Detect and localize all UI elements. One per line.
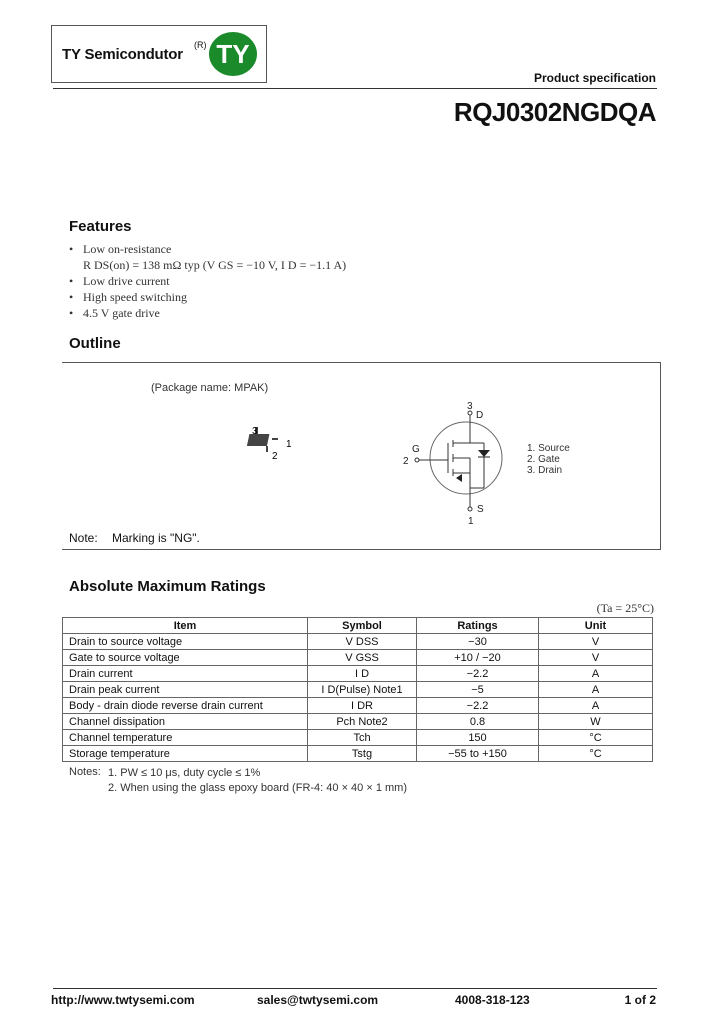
header-divider	[53, 88, 657, 89]
table-row: Channel dissipation Pch Note2 0.8 W	[63, 714, 653, 730]
features-list	[69, 241, 346, 321]
col-header: Symbol	[308, 618, 417, 634]
feature-item: • Low drive current	[69, 274, 170, 288]
source-label: S	[477, 504, 484, 515]
package-body	[247, 434, 270, 446]
col-header: Item	[63, 618, 308, 634]
pkg-pin-label: 3	[252, 426, 258, 437]
ratings-notes	[108, 766, 407, 796]
table-row: Drain current I D −2.2 A	[63, 666, 653, 682]
feature-item: • Low on-resistance	[69, 242, 172, 256]
registered-mark: (R)	[194, 40, 207, 50]
source-pin-number: 1	[468, 516, 474, 527]
feature-item: • 4.5 V gate drive	[69, 306, 160, 320]
ratings-notes-label: Notes:	[69, 766, 101, 778]
footer-url[interactable]: http://www.twtysemi.com	[51, 993, 195, 1007]
ratings-condition: (Ta = 25°C)	[596, 601, 654, 615]
footer-divider	[53, 988, 657, 989]
table-row: Body - drain diode reverse drain current I DR −2.2 A	[63, 698, 653, 714]
outline-note: Marking is "NG".	[112, 531, 200, 545]
gate-pin-number: 2	[403, 456, 409, 467]
table-row: Storage temperature Tstg −55 to +150 °C	[63, 746, 653, 762]
pin-legend-item: 1. Source	[527, 443, 570, 454]
part-number: RQJ0302NGDQA	[453, 97, 656, 127]
feature-item: R DS(on) = 138 mΩ typ (V GS = −10 V, I D = −1.1 A)	[83, 258, 347, 272]
col-header: Ratings	[417, 618, 539, 634]
mosfet-symbol	[400, 398, 510, 528]
table-row: Channel temperature Tch 150 °C	[63, 730, 653, 746]
package-lead	[272, 438, 278, 440]
ratings-note: 1. PW ≤ 10 μs, duty cycle ≤ 1%	[108, 767, 261, 779]
page-number: 1 of 2	[624, 993, 656, 1007]
pkg-pin-label: 1	[286, 439, 292, 450]
pkg-pin-label: 2	[272, 451, 278, 462]
company-logo: TY	[209, 32, 257, 76]
table-row: Drain peak current I D(Pulse) Note1 −5 A	[63, 682, 653, 698]
table-row: Gate to source voltage V GSS +10 / −20 V	[63, 650, 653, 666]
pin-legend-item: 3. Drain	[527, 465, 563, 476]
footer-phone: 4008-318-123	[455, 993, 530, 1007]
outline-title: Outline	[69, 335, 121, 352]
ratings-note: 2. When using the glass epoxy board (FR-4: 40 × 40 × 1 mm)	[108, 782, 407, 794]
doc-type: Product specification	[533, 71, 656, 85]
drain-pin-number: 3	[467, 401, 473, 412]
ratings-table	[62, 617, 653, 762]
pin-legend-item: 2. Gate	[527, 454, 560, 465]
ratings-title: Absolute Maximum Ratings	[69, 578, 266, 595]
package-drawing	[244, 422, 296, 462]
table-header-row	[63, 618, 653, 634]
col-header: Unit	[539, 618, 653, 634]
pin-legend	[527, 443, 570, 476]
package-name: (Package name: MPAK)	[151, 382, 269, 394]
gate-label: G	[412, 444, 420, 455]
drain-label: D	[476, 410, 484, 421]
table-row: Drain to source voltage V DSS −30 V	[63, 634, 653, 650]
footer-email[interactable]: sales@twtysemi.com	[257, 993, 379, 1007]
feature-item: • High speed switching	[69, 290, 187, 304]
features-title: Features	[69, 218, 132, 235]
outline-note-label: Note:	[69, 531, 98, 545]
company-name: TY Semicondutor	[62, 46, 183, 63]
package-lead	[266, 446, 268, 452]
